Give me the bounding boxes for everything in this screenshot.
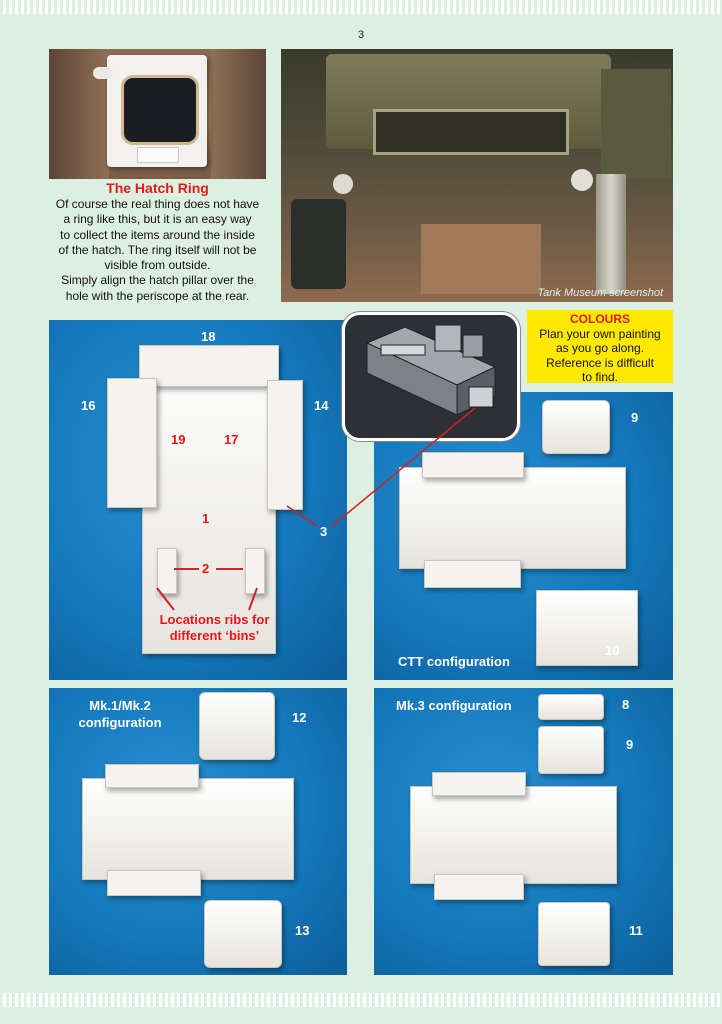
hatch-ring-text	[50, 197, 265, 304]
part-number-17: 17	[224, 432, 239, 447]
mk3-right-sponson	[434, 874, 524, 900]
part-11	[538, 902, 610, 966]
colours-line: to find.	[581, 370, 619, 384]
mk12-caption-line: Mk.1/Mk.2	[89, 698, 151, 713]
part-number-16: 16	[81, 398, 96, 413]
part-9-mk3	[538, 726, 604, 774]
part-number-11: 11	[629, 923, 643, 938]
top-border-stripe	[0, 0, 722, 14]
part-number-8: 8	[622, 697, 630, 712]
hatch-ring-photo	[49, 49, 266, 179]
mk3-interior-assembly	[410, 786, 617, 884]
isometric-drawing	[345, 315, 517, 438]
part-number-9: 9	[626, 737, 634, 752]
part-13	[204, 900, 282, 968]
mk12-right-sponson	[107, 870, 201, 896]
hatch-text-line: to collect the items around the inside	[60, 227, 255, 242]
part-number-3: 3	[320, 524, 328, 539]
mk3-configuration-photo	[374, 688, 673, 975]
mk12-caption-line: configuration	[78, 715, 162, 730]
colours-line: as you go along.	[555, 341, 645, 355]
ctt-interior-assembly	[399, 467, 626, 569]
part-number-10: 10	[605, 643, 620, 658]
part-number-1: 1	[202, 511, 210, 526]
photo-credit: Tank Museum screenshot	[537, 287, 663, 299]
colours-line: Reference is difficult	[546, 355, 654, 370]
mk3-caption: Mk.3 configuration	[396, 698, 512, 713]
part-number-12: 12	[292, 710, 307, 725]
part-number-9: 9	[631, 410, 639, 425]
part-8	[538, 694, 604, 720]
ctt-right-sponson	[424, 560, 521, 588]
interior-parts-photo	[49, 320, 347, 680]
part-number-19: 19	[171, 432, 186, 447]
colours-title: COLOURS	[570, 312, 630, 326]
mk1-mk2-configuration-photo	[49, 688, 347, 975]
hatch-text-line: a ring like this, but it is an easy way	[63, 212, 252, 227]
colours-note	[527, 310, 673, 383]
part-number-14: 14	[314, 398, 329, 413]
reference-interior-photo	[281, 49, 673, 302]
hatch-text-line: Of course the real thing does not have	[55, 197, 260, 211]
part-9-ctt	[542, 400, 610, 454]
hatch-text-line: Simply align the hatch pillar over the	[61, 273, 254, 288]
hatch-text-line: of the hatch. The ring itself will not be	[58, 242, 257, 257]
mk12-left-sponson	[105, 764, 199, 788]
note-line: different ‘bins’	[169, 628, 260, 643]
part-number-13: 13	[295, 923, 310, 938]
mk3-left-sponson	[432, 772, 526, 796]
bottom-border-stripe	[0, 993, 722, 1007]
part-number-2: 2	[202, 561, 210, 576]
page-number: 3	[357, 29, 365, 41]
isometric-drawing-inset	[342, 312, 520, 441]
ctt-caption: CTT configuration	[398, 654, 510, 669]
colours-line: Plan your own painting	[539, 326, 661, 341]
ctt-left-sponson	[422, 452, 524, 478]
part-12	[199, 692, 275, 760]
mk12-interior-assembly	[82, 778, 294, 880]
mk12-caption	[70, 697, 170, 731]
part-number-18: 18	[201, 329, 216, 344]
hatch-text-line: visible from outside.	[104, 258, 211, 273]
leader-lines	[49, 320, 347, 680]
hatch-ring-title: The Hatch Ring	[106, 180, 209, 196]
note-line: Locations ribs for	[159, 612, 270, 627]
part-10-ctt	[536, 590, 638, 666]
hatch-text-line: hole with the periscope at the rear.	[65, 288, 250, 303]
